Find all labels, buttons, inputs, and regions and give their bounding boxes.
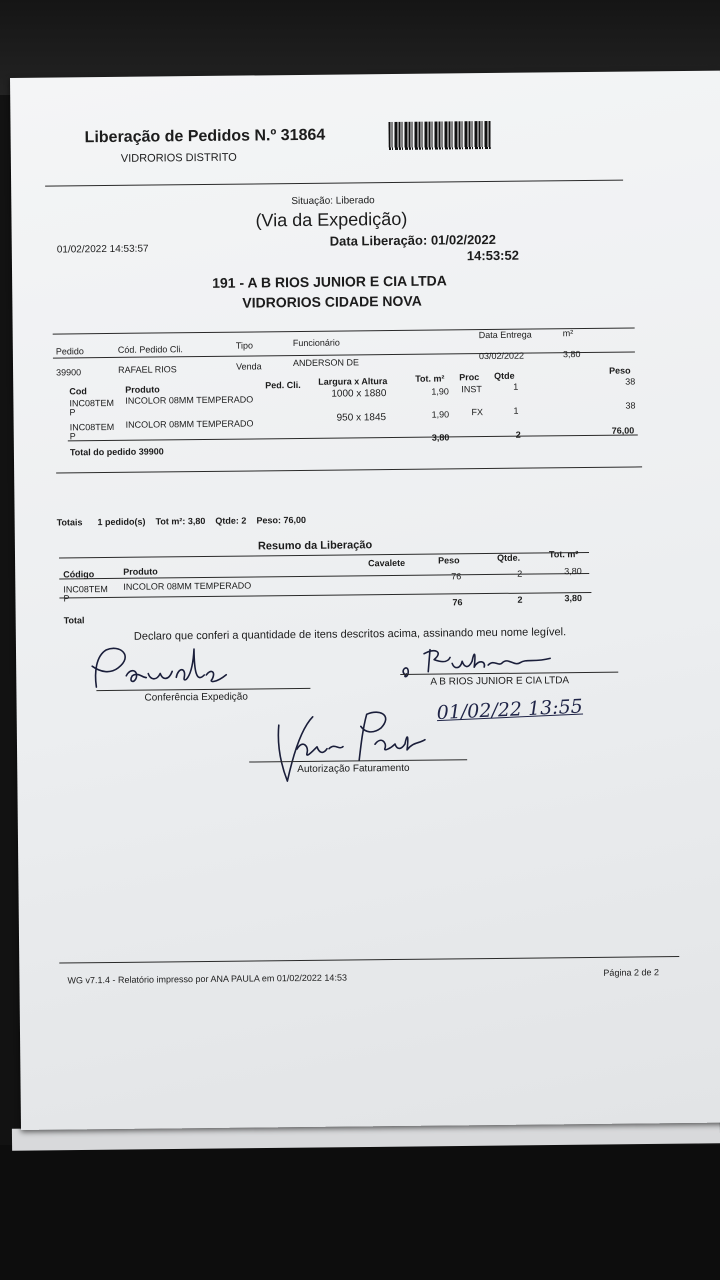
item-dimensions: 950 x 1845 <box>336 412 387 424</box>
totals-label: Totais <box>56 517 83 528</box>
item-header-qtde: Qtde <box>494 370 515 381</box>
resumo-produto: INCOLOR 08MM TEMPERADO <box>123 580 252 592</box>
order-top-line <box>53 327 635 334</box>
resumo-peso: 76 <box>451 571 462 582</box>
item-header-peso: Peso <box>609 365 631 376</box>
resumo-header-codigo: Código <box>63 569 95 580</box>
barcode <box>388 121 490 150</box>
resumo-title: Resumo da Liberação <box>257 539 373 553</box>
order-total-qtde: 2 <box>515 429 521 440</box>
totals-peso: Peso: 76,00 <box>256 514 307 526</box>
item-header-proc: Proc <box>459 372 480 383</box>
item-qtde: 1 <box>513 405 519 416</box>
client-store: VIDRORIOS CIDADE NOVA <box>242 292 422 311</box>
resumo-tot-m2: 3,80 <box>564 566 582 577</box>
totals-row <box>57 515 306 528</box>
item-produto: INCOLOR 08MM TEMPERADO <box>125 394 254 406</box>
item-proc: FX <box>471 407 484 418</box>
item-proc: INST <box>461 384 482 395</box>
conferencia-label: Conferência Expedição <box>144 691 248 704</box>
document-page <box>10 71 720 1130</box>
resumo-header-peso: Peso <box>438 555 460 566</box>
autorizacao-label: Autorização Faturamento <box>297 762 410 776</box>
value-m2: 3,80 <box>562 349 581 360</box>
resumo-codigo: INC08TEM P <box>63 584 108 604</box>
data-liberacao <box>330 232 496 249</box>
header-pedido: Pedido <box>55 346 84 357</box>
item-peso: 38 <box>625 400 636 411</box>
via-title: (Via da Expedição) <box>255 208 408 231</box>
footer-line <box>59 956 679 963</box>
order-total-line <box>68 434 638 441</box>
footer-report-info: WG v7.1.4 - Relatório impresso por ANA PAULA em 01/02/2022 14:53 <box>67 972 347 986</box>
resumo-total-qtde: 2 <box>517 594 523 605</box>
declaration-text: Declaro que conferi a quantidade de itens descritos acima, assinando meu nome legível. <box>133 626 567 643</box>
data-liberacao-date: 01/02/2022 <box>430 231 497 248</box>
client-signature-label: A B RIOS JUNIOR E CIA LTDA <box>430 675 570 688</box>
order-bottom-line <box>56 466 642 473</box>
header-funcionario: Funcionário <box>292 337 340 349</box>
document-title: Liberação de Pedidos N.º 31864 <box>84 126 326 147</box>
resumo-header-qtde: Qtde. <box>497 552 521 563</box>
item-cod: INC08TEM P <box>69 397 114 418</box>
resumo-header-tot-m2: Tot. m² <box>548 549 579 560</box>
item-dimensions: 1000 x 1880 <box>331 388 387 400</box>
value-pedido: 39900 <box>56 367 82 378</box>
value-data-entrega: 03/02/2022 <box>478 350 525 362</box>
totals-tot-m2: Tot m²: 3,80 <box>155 515 206 527</box>
data-liberacao-time: 14:53:52 <box>466 247 520 264</box>
resumo-total-line <box>59 592 591 599</box>
order-total-m2: 3,80 <box>431 432 450 443</box>
item-header-tot-m2: Tot. m² <box>415 373 445 384</box>
resumo-header-produto: Produto <box>123 566 158 577</box>
data-liberacao-label: Data Liberação: <box>329 232 428 249</box>
handwritten-date: 01/02/22 13:55 <box>436 695 584 725</box>
resumo-total-label: Total <box>63 615 85 626</box>
resumo-header-cavalete: Cavalete <box>368 557 406 569</box>
situacao: Situação: Liberado <box>291 195 375 208</box>
order-total-peso: 76,00 <box>611 425 635 436</box>
client-name: 191 - A B RIOS JUNIOR E CIA LTDA <box>212 272 447 291</box>
totals-pedidos: 1 pedido(s) <box>97 516 146 528</box>
item-qtde: 1 <box>513 381 519 392</box>
header-data-entrega: Data Entrega <box>478 329 532 341</box>
resumo-total-peso: 76 <box>452 597 463 608</box>
item-tot-m2: 1,90 <box>431 409 450 420</box>
item-tot-m2: 1,90 <box>431 386 449 397</box>
header-divider <box>45 180 623 187</box>
item-header-ped-cli: Ped. Cli. <box>265 379 301 391</box>
value-funcionario: ANDERSON DE <box>292 357 360 369</box>
totals-qtde: Qtde: 2 <box>215 515 247 526</box>
header-tipo: Tipo <box>235 340 254 351</box>
item-header-largura-altura: Largura x Altura <box>318 376 388 387</box>
item-header-produto: Produto <box>125 384 160 395</box>
item-header-cod: Cod <box>69 386 87 397</box>
resumo-qtde: 2 <box>517 568 523 579</box>
photo-background-bottom <box>0 1145 720 1280</box>
value-tipo: Venda <box>235 361 262 372</box>
value-cod-pedido-cli: RAFAEL RIOS <box>118 364 177 375</box>
order-total-label: Total do pedido 39900 <box>69 446 164 458</box>
header-m2: m² <box>562 328 574 339</box>
print-datetime: 01/02/2022 14:53:57 <box>56 243 149 256</box>
item-cod: INC08TEM P <box>69 421 115 442</box>
item-produto: INCOLOR 08MM TEMPERADO <box>125 418 254 430</box>
footer-page-number: Página 2 de 2 <box>603 967 659 978</box>
company-name: VIDRORIOS DISTRITO <box>120 151 237 165</box>
resumo-total-m2: 3,80 <box>564 593 583 604</box>
header-cod-pedido-cli: Cód. Pedido Cli. <box>117 344 183 355</box>
item-peso: 38 <box>625 376 636 387</box>
